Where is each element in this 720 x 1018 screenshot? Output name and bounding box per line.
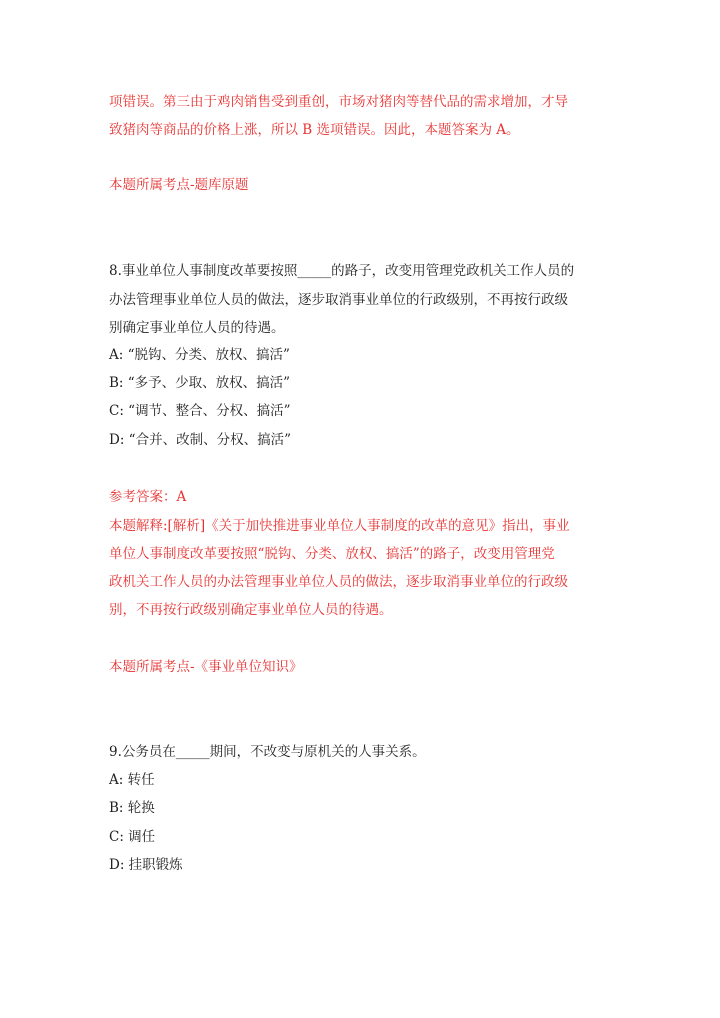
- q8-option-d: D: “合并、改制、分权、搞活”: [109, 432, 291, 448]
- q8-explanation-line: 政机关工作人员的办法管理事业单位人员的做法，逐步取消事业单位的行政级: [109, 574, 568, 590]
- q9-option-c: C: 调任: [109, 829, 156, 845]
- prev-explanation-line: 项错误。第三由于鸡肉销售受到重创，市场对猪肉等替代品的需求增加，才导: [109, 94, 568, 110]
- q9-option-d: D: 挂职锻炼: [109, 857, 183, 873]
- q8-explanation-line: 本题解释:[解析]《关于加快推进事业单位人事制度的改革的意见》指出，事业: [109, 518, 570, 534]
- q8-option-c: C: “调节、整合、分权、搞活”: [109, 403, 291, 419]
- q8-stem-line: 办法管理事业单位人员的做法，逐步取消事业单位的行政级别，不再按行政级: [109, 292, 568, 308]
- q8-topic-label: 本题所属考点-《事业单位知识》: [109, 659, 303, 675]
- q8-stem-line: 别确定事业单位人员的待遇。: [109, 320, 285, 336]
- q9-option-a: A: 转任: [109, 772, 155, 788]
- prev-explanation-line: 致猪肉等商品的价格上涨，所以 B 选项错误。因此，本题答案为 A。: [109, 122, 520, 138]
- q8-option-a: A: “脱钩、分类、放权、搞活”: [109, 347, 290, 363]
- q9-stem: 9.公务员在_____期间，不改变与原机关的人事关系。: [109, 744, 426, 760]
- q8-explanation-line: 单位人事制度改革要按照“脱钩、分类、放权、搞活”的路子，改变用管理党: [109, 546, 555, 562]
- q8-stem-line: 8.事业单位人事制度改革要按照_____的路子，改变用管理党政机关工作人员的: [109, 263, 575, 279]
- q9-option-b: B: 轮换: [109, 800, 155, 816]
- prev-topic-label: 本题所属考点-题库原题: [109, 177, 249, 193]
- q8-explanation-line: 别，不再按行政级别确定事业单位人员的待遇。: [109, 602, 393, 618]
- q8-answer: 参考答案：A: [109, 489, 187, 505]
- q8-option-b: B: “多予、少取、放权、搞活”: [109, 375, 291, 391]
